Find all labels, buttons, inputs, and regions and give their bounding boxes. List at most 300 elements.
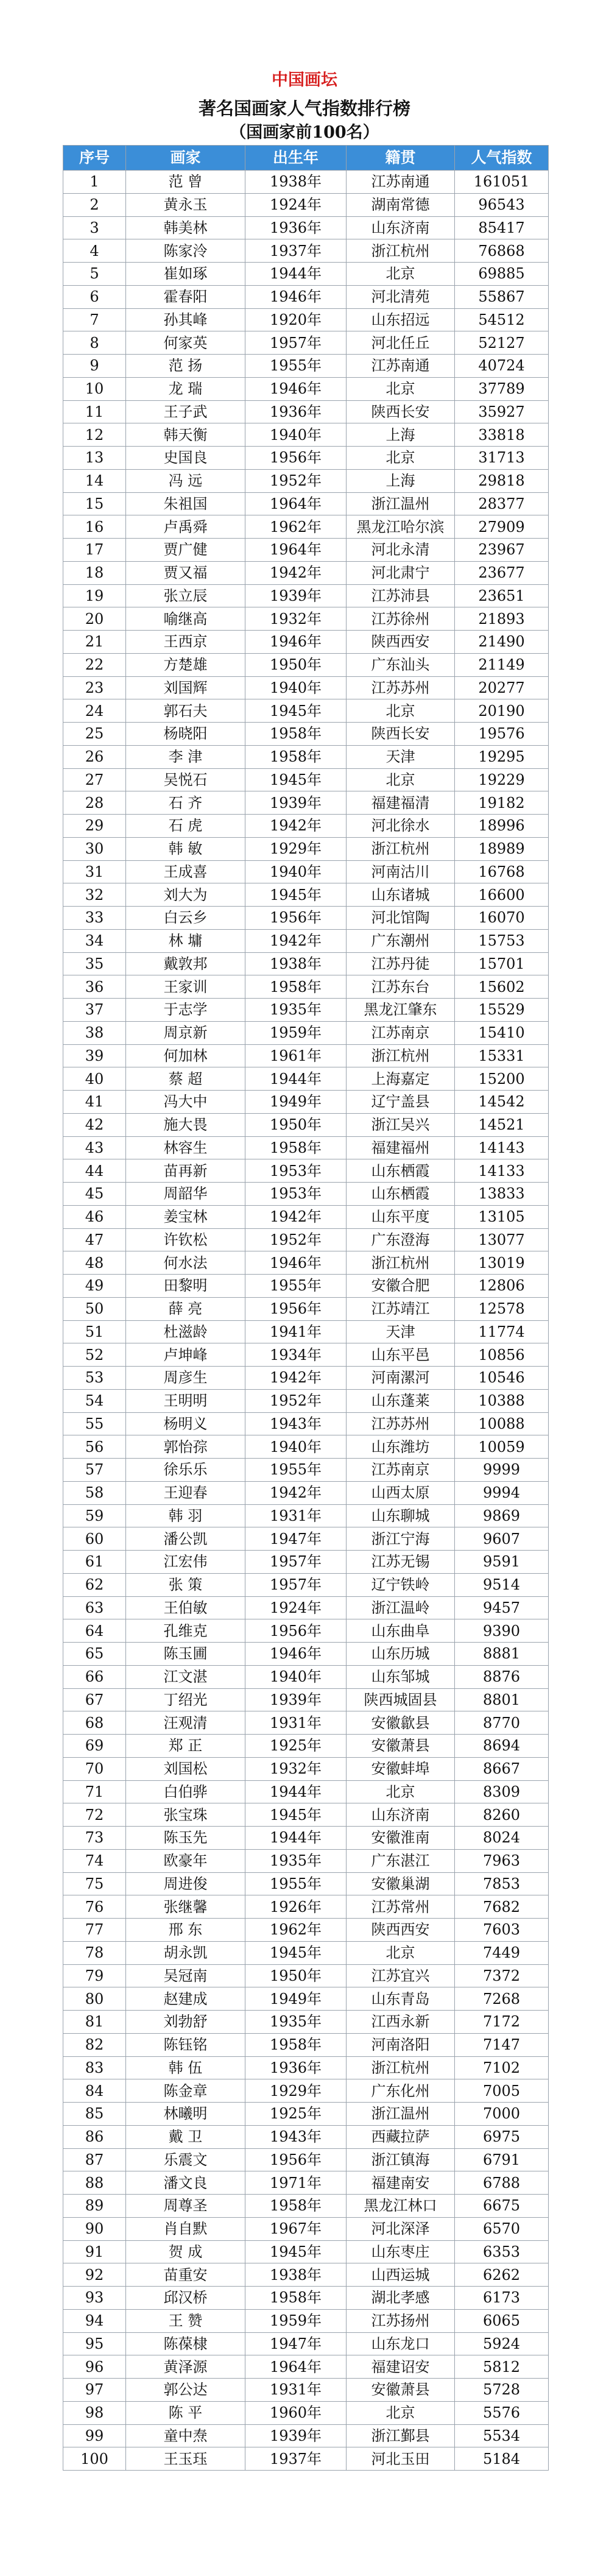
popularity-cell: 37789 xyxy=(455,377,549,400)
birth-year-cell: 1946年 xyxy=(245,285,347,308)
painter-name-cell: 陈金章 xyxy=(126,2079,245,2103)
painter-name-cell: 乐震文 xyxy=(126,2148,245,2171)
rank-cell: 60 xyxy=(63,1527,126,1551)
hometown-cell: 浙江杭州 xyxy=(347,239,455,263)
painter-name-cell: 胡永凯 xyxy=(126,1941,245,1964)
painter-name-cell: 苗重安 xyxy=(126,2263,245,2287)
rank-cell: 27 xyxy=(63,768,126,791)
table-row xyxy=(63,2447,549,2471)
table-row xyxy=(63,1481,549,1504)
painter-name-cell: 周京新 xyxy=(126,1021,245,1044)
painter-name-cell: 白云乡 xyxy=(126,907,245,930)
rank-cell: 83 xyxy=(63,2056,126,2079)
page-title: 著名国画家人气指数排行榜 xyxy=(198,98,410,119)
rank-cell: 16 xyxy=(63,515,126,539)
hometown-cell: 辽宁盖县 xyxy=(347,1091,455,1114)
hometown-cell: 山东栖霞 xyxy=(347,1159,455,1183)
painter-name-cell: 王子武 xyxy=(126,400,245,423)
popularity-cell: 7853 xyxy=(455,1872,549,1895)
hometown-cell: 福建南安 xyxy=(347,2171,455,2195)
painter-name-cell: 陈葆棣 xyxy=(126,2332,245,2355)
table-row xyxy=(63,723,549,746)
hometown-cell: 江苏南通 xyxy=(347,355,455,378)
hometown-cell: 浙江杭州 xyxy=(347,2056,455,2079)
popularity-cell: 7000 xyxy=(455,2103,549,2126)
popularity-cell: 28377 xyxy=(455,492,549,515)
birth-year-cell: 1967年 xyxy=(245,2217,347,2240)
popularity-cell: 15200 xyxy=(455,1067,549,1091)
birth-year-cell: 1958年 xyxy=(245,745,347,768)
birth-year-cell: 1957年 xyxy=(245,1573,347,1596)
painter-name-cell: 刘勃舒 xyxy=(126,2011,245,2034)
rank-cell: 35 xyxy=(63,952,126,975)
birth-year-cell: 1941年 xyxy=(245,1320,347,1343)
table-row xyxy=(63,1228,549,1251)
birth-year-cell: 1934年 xyxy=(245,1343,347,1367)
table-row xyxy=(63,1251,549,1275)
birth-year-cell: 1932年 xyxy=(245,607,347,631)
birth-year-cell: 1942年 xyxy=(245,1205,347,1228)
rank-cell: 22 xyxy=(63,653,126,676)
table-row xyxy=(63,1389,549,1412)
birth-year-cell: 1946年 xyxy=(245,631,347,654)
hometown-cell: 浙江杭州 xyxy=(347,1251,455,1275)
hometown-cell: 浙江温州 xyxy=(347,2103,455,2126)
popularity-cell: 9457 xyxy=(455,1596,549,1619)
hometown-cell: 浙江杭州 xyxy=(347,1044,455,1067)
popularity-cell: 13833 xyxy=(455,1183,549,1206)
rank-cell: 61 xyxy=(63,1551,126,1574)
painter-name-cell: 刘国松 xyxy=(126,1757,245,1780)
rank-cell: 81 xyxy=(63,2011,126,2034)
hometown-cell: 安徽合肥 xyxy=(347,1275,455,1298)
hometown-cell: 河南沽川 xyxy=(347,860,455,883)
painter-name-cell: 黄泽源 xyxy=(126,2355,245,2379)
rank-cell: 17 xyxy=(63,539,126,562)
hometown-cell: 山东诸城 xyxy=(347,883,455,907)
birth-year-cell: 1958年 xyxy=(245,2033,347,2056)
rank-cell: 34 xyxy=(63,929,126,952)
birth-year-cell: 1944年 xyxy=(245,1827,347,1850)
painter-name-cell: 陈家泠 xyxy=(126,239,245,263)
birth-year-cell: 1955年 xyxy=(245,1275,347,1298)
table-row xyxy=(63,676,549,699)
popularity-cell: 7372 xyxy=(455,1964,549,1987)
birth-year-cell: 1929年 xyxy=(245,837,347,860)
popularity-cell: 6570 xyxy=(455,2217,549,2240)
hometown-cell: 浙江宁海 xyxy=(347,1527,455,1551)
rank-cell: 63 xyxy=(63,1596,126,1619)
birth-year-cell: 1962年 xyxy=(245,1919,347,1942)
birth-year-cell: 1945年 xyxy=(245,1941,347,1964)
painter-name-cell: 孙其峰 xyxy=(126,308,245,331)
table-row xyxy=(63,1159,549,1183)
hometown-cell: 江苏苏州 xyxy=(347,1412,455,1435)
birth-year-cell: 1942年 xyxy=(245,929,347,952)
painter-name-cell: 丁绍光 xyxy=(126,1688,245,1711)
hometown-cell: 辽宁铁岭 xyxy=(347,1573,455,1596)
painter-name-cell: 龙 瑞 xyxy=(126,377,245,400)
painter-name-cell: 陈玉圃 xyxy=(126,1643,245,1666)
hometown-cell: 山东龙口 xyxy=(347,2332,455,2355)
birth-year-cell: 1960年 xyxy=(245,2401,347,2424)
hometown-cell: 山西运城 xyxy=(347,2263,455,2287)
table-row xyxy=(63,193,549,216)
rank-cell: 44 xyxy=(63,1159,126,1183)
rank-cell: 66 xyxy=(63,1665,126,1688)
popularity-cell: 7102 xyxy=(455,2056,549,2079)
hometown-cell: 江苏靖江 xyxy=(347,1297,455,1320)
hometown-cell: 北京 xyxy=(347,1780,455,1803)
popularity-cell: 9869 xyxy=(455,1504,549,1527)
painter-name-cell: 贺 成 xyxy=(126,2240,245,2263)
painter-name-cell: 于志学 xyxy=(126,999,245,1022)
hometown-cell: 江西永新 xyxy=(347,2011,455,2034)
popularity-cell: 5534 xyxy=(455,2424,549,2447)
hometown-cell: 河南洛阳 xyxy=(347,2033,455,2056)
painter-name-cell: 石 虎 xyxy=(126,815,245,838)
hometown-cell: 湖南常德 xyxy=(347,193,455,216)
popularity-cell: 15331 xyxy=(455,1044,549,1067)
table-row xyxy=(63,2379,549,2402)
rank-cell: 64 xyxy=(63,1619,126,1643)
painter-name-cell: 王西京 xyxy=(126,631,245,654)
popularity-cell: 7147 xyxy=(455,2033,549,2056)
rank-cell: 79 xyxy=(63,1964,126,1987)
table-row xyxy=(63,1504,549,1527)
rank-cell: 90 xyxy=(63,2217,126,2240)
table-row xyxy=(63,492,549,515)
painter-name-cell: 冯大中 xyxy=(126,1091,245,1114)
table-row xyxy=(63,1412,549,1435)
rank-cell: 14 xyxy=(63,469,126,492)
birth-year-cell: 1950年 xyxy=(245,1964,347,1987)
painter-name-cell: 刘国辉 xyxy=(126,676,245,699)
painter-name-cell: 王迎春 xyxy=(126,1481,245,1504)
rank-cell: 59 xyxy=(63,1504,126,1527)
painter-name-cell: 吴悦石 xyxy=(126,768,245,791)
hometown-cell: 山东聊城 xyxy=(347,1504,455,1527)
hometown-cell: 黑龙江林口 xyxy=(347,2195,455,2218)
popularity-cell: 13077 xyxy=(455,1228,549,1251)
popularity-cell: 15602 xyxy=(455,975,549,999)
birth-year-cell: 1955年 xyxy=(245,1459,347,1482)
popularity-cell: 18996 xyxy=(455,815,549,838)
rank-cell: 98 xyxy=(63,2401,126,2424)
table-row xyxy=(63,1688,549,1711)
popularity-cell: 35927 xyxy=(455,400,549,423)
hometown-cell: 山东平度 xyxy=(347,1205,455,1228)
rank-cell: 42 xyxy=(63,1113,126,1136)
painter-name-cell: 喻继高 xyxy=(126,607,245,631)
hometown-cell: 安徽萧县 xyxy=(347,2379,455,2402)
painter-name-cell: 崔如琢 xyxy=(126,263,245,286)
painter-name-cell: 白伯骅 xyxy=(126,1780,245,1803)
rank-cell: 3 xyxy=(63,216,126,239)
birth-year-cell: 1958年 xyxy=(245,975,347,999)
popularity-cell: 23677 xyxy=(455,561,549,584)
hometown-cell: 广东湛江 xyxy=(347,1849,455,1872)
birth-year-cell: 1942年 xyxy=(245,815,347,838)
painter-name-cell: 邱汉桥 xyxy=(126,2287,245,2310)
popularity-cell: 69885 xyxy=(455,263,549,286)
ranking-table xyxy=(63,145,549,2471)
rank-cell: 49 xyxy=(63,1275,126,1298)
hometown-cell: 江苏南京 xyxy=(347,1021,455,1044)
hometown-cell: 河北肃宁 xyxy=(347,561,455,584)
painter-name-cell: 王伯敏 xyxy=(126,1596,245,1619)
painter-name-cell: 戴敦邦 xyxy=(126,952,245,975)
birth-year-cell: 1964年 xyxy=(245,539,347,562)
birth-year-cell: 1949年 xyxy=(245,1091,347,1114)
rank-cell: 58 xyxy=(63,1481,126,1504)
rank-cell: 38 xyxy=(63,1021,126,1044)
painter-name-cell: 卢禹舜 xyxy=(126,515,245,539)
birth-year-cell: 1958年 xyxy=(245,1136,347,1159)
hometown-cell: 陕西长安 xyxy=(347,723,455,746)
rank-cell: 69 xyxy=(63,1735,126,1758)
table-row xyxy=(63,400,549,423)
birth-year-cell: 1946年 xyxy=(245,377,347,400)
painter-name-cell: 王 赞 xyxy=(126,2309,245,2332)
table-body xyxy=(63,171,549,2471)
painter-name-cell: 王家训 xyxy=(126,975,245,999)
column-header-painter: 画家 xyxy=(126,146,245,171)
hometown-cell: 上海 xyxy=(347,423,455,447)
hometown-cell: 陕西城固县 xyxy=(347,1688,455,1711)
birth-year-cell: 1942年 xyxy=(245,561,347,584)
painter-name-cell: 韩 伍 xyxy=(126,2056,245,2079)
popularity-cell: 6788 xyxy=(455,2171,549,2195)
rank-cell: 36 xyxy=(63,975,126,999)
table-row xyxy=(63,2125,549,2148)
rank-cell: 47 xyxy=(63,1228,126,1251)
birth-year-cell: 1940年 xyxy=(245,423,347,447)
popularity-cell: 14143 xyxy=(455,1136,549,1159)
birth-year-cell: 1929年 xyxy=(245,2079,347,2103)
rank-cell: 80 xyxy=(63,1987,126,2011)
hometown-cell: 广东汕头 xyxy=(347,653,455,676)
rank-cell: 54 xyxy=(63,1389,126,1412)
popularity-cell: 76868 xyxy=(455,239,549,263)
hometown-cell: 陕西西安 xyxy=(347,631,455,654)
birth-year-cell: 1952年 xyxy=(245,1228,347,1251)
table-row xyxy=(63,1872,549,1895)
painter-name-cell: 苗再新 xyxy=(126,1159,245,1183)
hometown-cell: 北京 xyxy=(347,768,455,791)
hometown-cell: 山东曲阜 xyxy=(347,1619,455,1643)
popularity-cell: 15529 xyxy=(455,999,549,1022)
rank-cell: 18 xyxy=(63,561,126,584)
hometown-cell: 山东青岛 xyxy=(347,1987,455,2011)
popularity-cell: 7005 xyxy=(455,2079,549,2103)
popularity-cell: 10088 xyxy=(455,1412,549,1435)
hometown-cell: 广东化州 xyxy=(347,2079,455,2103)
hometown-cell: 江苏东台 xyxy=(347,975,455,999)
popularity-cell: 8881 xyxy=(455,1643,549,1666)
table-row xyxy=(63,1343,549,1367)
table-row xyxy=(63,1643,549,1666)
popularity-cell: 40724 xyxy=(455,355,549,378)
birth-year-cell: 1940年 xyxy=(245,1435,347,1459)
table-row xyxy=(63,1665,549,1688)
birth-year-cell: 1920年 xyxy=(245,308,347,331)
popularity-cell: 9607 xyxy=(455,1527,549,1551)
birth-year-cell: 1953年 xyxy=(245,1159,347,1183)
table-row xyxy=(63,745,549,768)
hometown-cell: 北京 xyxy=(347,447,455,470)
painter-name-cell: 石 齐 xyxy=(126,791,245,815)
popularity-cell: 7449 xyxy=(455,1941,549,1964)
birth-year-cell: 1939年 xyxy=(245,2424,347,2447)
rank-cell: 2 xyxy=(63,193,126,216)
table-row xyxy=(63,2309,549,2332)
popularity-cell: 6353 xyxy=(455,2240,549,2263)
table-row xyxy=(63,2079,549,2103)
table-row xyxy=(63,837,549,860)
birth-year-cell: 1956年 xyxy=(245,1619,347,1643)
hometown-cell: 广东潮州 xyxy=(347,929,455,952)
rank-cell: 94 xyxy=(63,2309,126,2332)
hometown-cell: 陕西长安 xyxy=(347,400,455,423)
rank-cell: 72 xyxy=(63,1803,126,1827)
painter-name-cell: 童中焘 xyxy=(126,2424,245,2447)
painter-name-cell: 欧豪年 xyxy=(126,1849,245,1872)
popularity-cell: 11774 xyxy=(455,1320,549,1343)
popularity-cell: 21149 xyxy=(455,653,549,676)
hometown-cell: 北京 xyxy=(347,263,455,286)
painter-name-cell: 薛 亮 xyxy=(126,1297,245,1320)
rank-cell: 93 xyxy=(63,2287,126,2310)
popularity-cell: 12806 xyxy=(455,1275,549,1298)
birth-year-cell: 1957年 xyxy=(245,1551,347,1574)
birth-year-cell: 1952年 xyxy=(245,1389,347,1412)
table-row xyxy=(63,1136,549,1159)
popularity-cell: 29818 xyxy=(455,469,549,492)
rank-cell: 8 xyxy=(63,331,126,355)
painter-name-cell: 方楚雄 xyxy=(126,653,245,676)
popularity-cell: 19182 xyxy=(455,791,549,815)
popularity-cell: 14542 xyxy=(455,1091,549,1114)
painter-name-cell: 陈 平 xyxy=(126,2401,245,2424)
birth-year-cell: 1925年 xyxy=(245,2103,347,2126)
painter-name-cell: 林曦明 xyxy=(126,2103,245,2126)
birth-year-cell: 1942年 xyxy=(245,1481,347,1504)
hometown-cell: 北京 xyxy=(347,377,455,400)
painter-name-cell: 黄永玉 xyxy=(126,193,245,216)
table-row xyxy=(63,331,549,355)
birth-year-cell: 1937年 xyxy=(245,239,347,263)
hometown-cell: 山东济南 xyxy=(347,1803,455,1827)
rank-cell: 86 xyxy=(63,2125,126,2148)
hometown-cell: 江苏徐州 xyxy=(347,607,455,631)
painter-name-cell: 郑 正 xyxy=(126,1735,245,1758)
popularity-cell: 16600 xyxy=(455,883,549,907)
table-row xyxy=(63,2033,549,2056)
painter-name-cell: 周尊圣 xyxy=(126,2195,245,2218)
site-name: 中国画坛 xyxy=(272,71,337,90)
rank-cell: 87 xyxy=(63,2148,126,2171)
table-row xyxy=(63,1573,549,1596)
painter-name-cell: 冯 远 xyxy=(126,469,245,492)
column-header-rank: 序号 xyxy=(63,146,126,171)
painter-name-cell: 蔡 超 xyxy=(126,1067,245,1091)
birth-year-cell: 1964年 xyxy=(245,492,347,515)
painter-name-cell: 赵建成 xyxy=(126,1987,245,2011)
popularity-cell: 7682 xyxy=(455,1895,549,1919)
column-header-birth-year: 出生年 xyxy=(245,146,347,171)
hometown-cell: 江苏南通 xyxy=(347,171,455,194)
hometown-cell: 安徽蚌埠 xyxy=(347,1757,455,1780)
rank-cell: 39 xyxy=(63,1044,126,1067)
painter-name-cell: 贾又福 xyxy=(126,561,245,584)
painter-name-cell: 何水法 xyxy=(126,1251,245,1275)
table-row xyxy=(63,1527,549,1551)
birth-year-cell: 1939年 xyxy=(245,1688,347,1711)
painter-name-cell: 林容生 xyxy=(126,1136,245,1159)
popularity-cell: 6065 xyxy=(455,2309,549,2332)
hometown-cell: 福建诏安 xyxy=(347,2355,455,2379)
column-header-hometown: 籍贯 xyxy=(347,146,455,171)
popularity-cell: 31713 xyxy=(455,447,549,470)
popularity-cell: 13105 xyxy=(455,1205,549,1228)
painter-name-cell: 潘文良 xyxy=(126,2171,245,2195)
popularity-cell: 9514 xyxy=(455,1573,549,1596)
popularity-cell: 7963 xyxy=(455,1849,549,1872)
table-row xyxy=(63,239,549,263)
hometown-cell: 北京 xyxy=(347,699,455,723)
painter-name-cell: 韩 羽 xyxy=(126,1504,245,1527)
rank-cell: 62 xyxy=(63,1573,126,1596)
birth-year-cell: 1962年 xyxy=(245,515,347,539)
popularity-cell: 5728 xyxy=(455,2379,549,2402)
birth-year-cell: 1938年 xyxy=(245,171,347,194)
birth-year-cell: 1956年 xyxy=(245,447,347,470)
birth-year-cell: 1938年 xyxy=(245,2263,347,2287)
rank-cell: 12 xyxy=(63,423,126,447)
rank-cell: 68 xyxy=(63,1711,126,1735)
painter-name-cell: 郭公达 xyxy=(126,2379,245,2402)
birth-year-cell: 1931年 xyxy=(245,1711,347,1735)
birth-year-cell: 1946年 xyxy=(245,1251,347,1275)
painter-name-cell: 杨晓阳 xyxy=(126,723,245,746)
hometown-cell: 天津 xyxy=(347,745,455,768)
painter-name-cell: 张 策 xyxy=(126,1573,245,1596)
birth-year-cell: 1950年 xyxy=(245,1113,347,1136)
table-row xyxy=(63,1205,549,1228)
painter-name-cell: 霍春阳 xyxy=(126,285,245,308)
rank-cell: 26 xyxy=(63,745,126,768)
popularity-cell: 15410 xyxy=(455,1021,549,1044)
table-row xyxy=(63,1091,549,1114)
popularity-cell: 20190 xyxy=(455,699,549,723)
popularity-cell: 10856 xyxy=(455,1343,549,1367)
popularity-cell: 20277 xyxy=(455,676,549,699)
page-subtitle: （国画家前100名） xyxy=(230,123,379,142)
table-row xyxy=(63,2103,549,2126)
painter-name-cell: 何家英 xyxy=(126,331,245,355)
painter-name-cell: 杜滋龄 xyxy=(126,1320,245,1343)
popularity-cell: 7603 xyxy=(455,1919,549,1942)
table-row xyxy=(63,1987,549,2011)
table-row xyxy=(63,2240,549,2263)
rank-cell: 75 xyxy=(63,1872,126,1895)
popularity-cell: 8024 xyxy=(455,1827,549,1850)
popularity-cell: 21893 xyxy=(455,607,549,631)
hometown-cell: 浙江温岭 xyxy=(347,1596,455,1619)
table-row xyxy=(63,815,549,838)
painter-name-cell: 吴冠南 xyxy=(126,1964,245,1987)
